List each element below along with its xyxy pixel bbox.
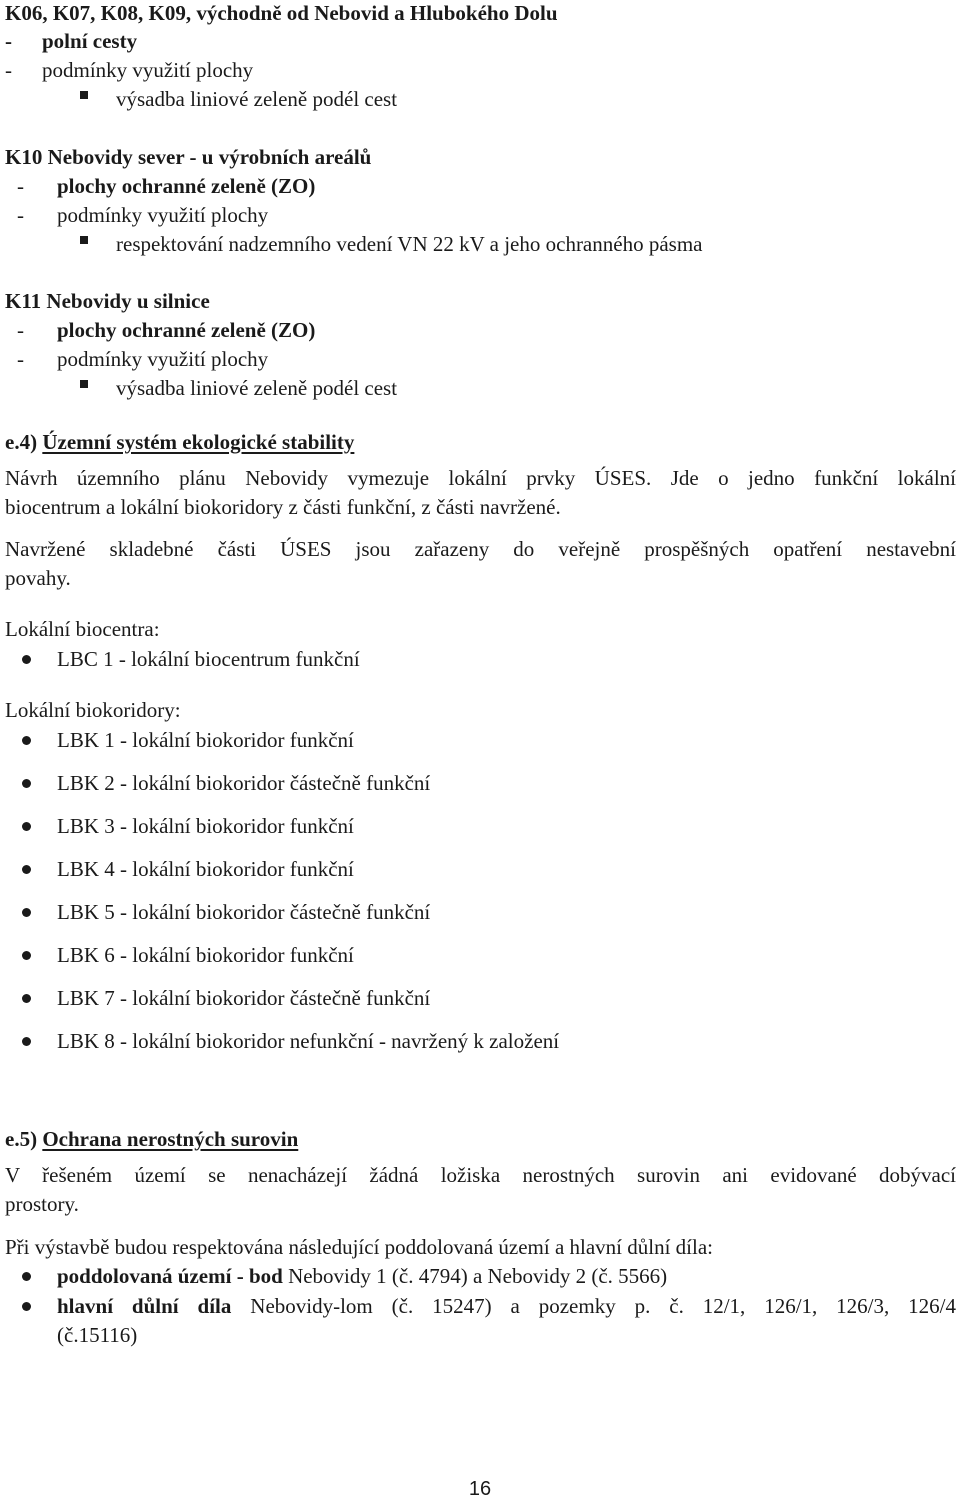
section-e4-title: Územní systém ekologické stability: [42, 430, 355, 454]
biokoridor-code: LBK 5: [57, 900, 115, 924]
list-item: [57, 646, 360, 672]
e5-paragraph-1-line-2: prostory.: [5, 1192, 79, 1216]
section-e5-heading: [5, 1126, 298, 1152]
square-bullet-icon: [80, 380, 88, 388]
square-bullet-icon: [80, 91, 88, 99]
section-e5-title: Ochrana nerostných surovin: [42, 1127, 299, 1151]
biokoridor-text: - lokální biokoridor nefunkční - navržený k založení: [114, 1029, 560, 1053]
section-e4-heading: [5, 429, 354, 455]
list-item: [57, 942, 354, 968]
k06-heading: K06, K07, K08, K09, východně od Nebovid a Hlubokého Dolu: [5, 1, 558, 25]
poddolovana-text: Nebovidy 1 (č. 4794) a Nebovidy 2 (č. 5566): [282, 1264, 668, 1288]
k10-heading: K10 Nebovidy sever - u výrobních areálů: [5, 145, 372, 169]
k11-heading: K11 Nebovidy u silnice: [5, 289, 210, 313]
e4-paragraph-2-line-1: Navržené skladebné části ÚSES jsou zařazeny do veřejně prospěšných opatření nestavební: [5, 537, 956, 561]
k10-item-1: plochy ochranné zeleně (ZO): [57, 174, 316, 198]
biokoridor-code: LBK 2: [57, 771, 115, 795]
biokoridor-code: LBK 7: [57, 986, 115, 1010]
e5-paragraph-1-line-1: V řešeném území se nenacházejí žádná ložiska nerostných surovin ani evidované dobývací: [5, 1163, 956, 1187]
k06-sub-1: výsadba liniové zeleně podél cest: [116, 87, 398, 111]
dash: -: [5, 58, 12, 82]
k10-item-2: podmínky využití plochy: [57, 203, 269, 227]
bullet-icon: [22, 822, 31, 831]
list-item: [57, 899, 430, 925]
k06-item-1: polní cesty: [42, 29, 138, 53]
k11-sub-1: výsadba liniové zeleně podél cest: [116, 376, 398, 400]
biokoridor-text: - lokální biokoridor částečně funkční: [114, 771, 431, 795]
biokoridor-text: - lokální biokoridor funkční: [114, 857, 354, 881]
dash: -: [17, 203, 24, 227]
biokoridor-code: LBK 4: [57, 857, 115, 881]
biokoridor-text: - lokální biokoridor funkční: [114, 814, 354, 838]
biokoridor-code: LBK 8: [57, 1029, 115, 1053]
dash: -: [17, 174, 24, 198]
bullet-icon: [22, 779, 31, 788]
section-e5-number: e.5): [5, 1127, 38, 1151]
e4-paragraph-1-line-2: biocentrum a lokální biokoridory z části funkční, z části navržené.: [5, 495, 561, 519]
list-item: [57, 1293, 956, 1319]
biokoridor-code: LBK 1: [57, 728, 115, 752]
bullet-icon: [22, 1302, 31, 1311]
page-number: 16: [468, 1478, 492, 1500]
k10-sub-1: respektování nadzemního vedení VN 22 kV a jeho ochranného pásma: [116, 232, 703, 256]
biocentrum-code: LBC 1: [57, 647, 114, 671]
biokoridor-text: - lokální biokoridor částečně funkční: [114, 986, 431, 1010]
biokoridor-text: - lokální biokoridor částečně funkční: [114, 900, 431, 924]
list-item: [57, 813, 354, 839]
biokoridor-text: - lokální biokoridor funkční: [114, 943, 354, 967]
bullet-icon: [22, 1037, 31, 1046]
k11-item-2: podmínky využití plochy: [57, 347, 269, 371]
bullet-icon: [22, 908, 31, 917]
e5-paragraph-2: Při výstavbě budou respektována následující poddolovaná území a hlavní důlní díla:: [5, 1235, 714, 1259]
k11-item-1: plochy ochranné zeleně (ZO): [57, 318, 316, 342]
biokoridor-code: LBK 3: [57, 814, 115, 838]
bullet-icon: [22, 1272, 31, 1281]
dulni-dila-text: Nebovidy-lom (č. 15247) a pozemky p. č. 12/1, 126/1, 126/3, 126/4: [231, 1294, 956, 1318]
bullet-icon: [22, 736, 31, 745]
list-item: [57, 985, 430, 1011]
bullet-icon: [22, 865, 31, 874]
biocentra-heading: Lokální biocentra:: [5, 617, 160, 641]
section-e4-number: e.4): [5, 430, 38, 454]
e4-paragraph-1-line-1: Návrh územního plánu Nebovidy vymezuje lokální prvky ÚSES. Jde o jedno funkční lokální: [5, 466, 956, 490]
dulni-dila-text-continued: (č.15116): [57, 1323, 138, 1347]
list-item: [57, 1028, 559, 1054]
biokoridor-text: - lokální biokoridor funkční: [114, 728, 354, 752]
list-item: [57, 1263, 667, 1289]
square-bullet-icon: [80, 236, 88, 244]
list-item: [57, 856, 354, 882]
biocentrum-text: - lokální biocentrum funkční: [113, 647, 360, 671]
biokoridor-code: LBK 6: [57, 943, 115, 967]
list-item: [57, 770, 430, 796]
dulni-dila-label: hlavní důlní díla: [57, 1294, 232, 1318]
bullet-icon: [22, 951, 31, 960]
k06-item-2: podmínky využití plochy: [42, 58, 254, 82]
bullet-icon: [22, 655, 31, 664]
bullet-icon: [22, 994, 31, 1003]
dash: -: [5, 29, 12, 53]
dash: -: [17, 318, 24, 342]
e4-paragraph-2-line-2: povahy.: [5, 566, 71, 590]
list-item: [57, 727, 354, 753]
dash: -: [17, 347, 24, 371]
biokoridory-heading: Lokální biokoridory:: [5, 698, 181, 722]
poddolovana-label: poddolovaná území - bod: [57, 1264, 283, 1288]
